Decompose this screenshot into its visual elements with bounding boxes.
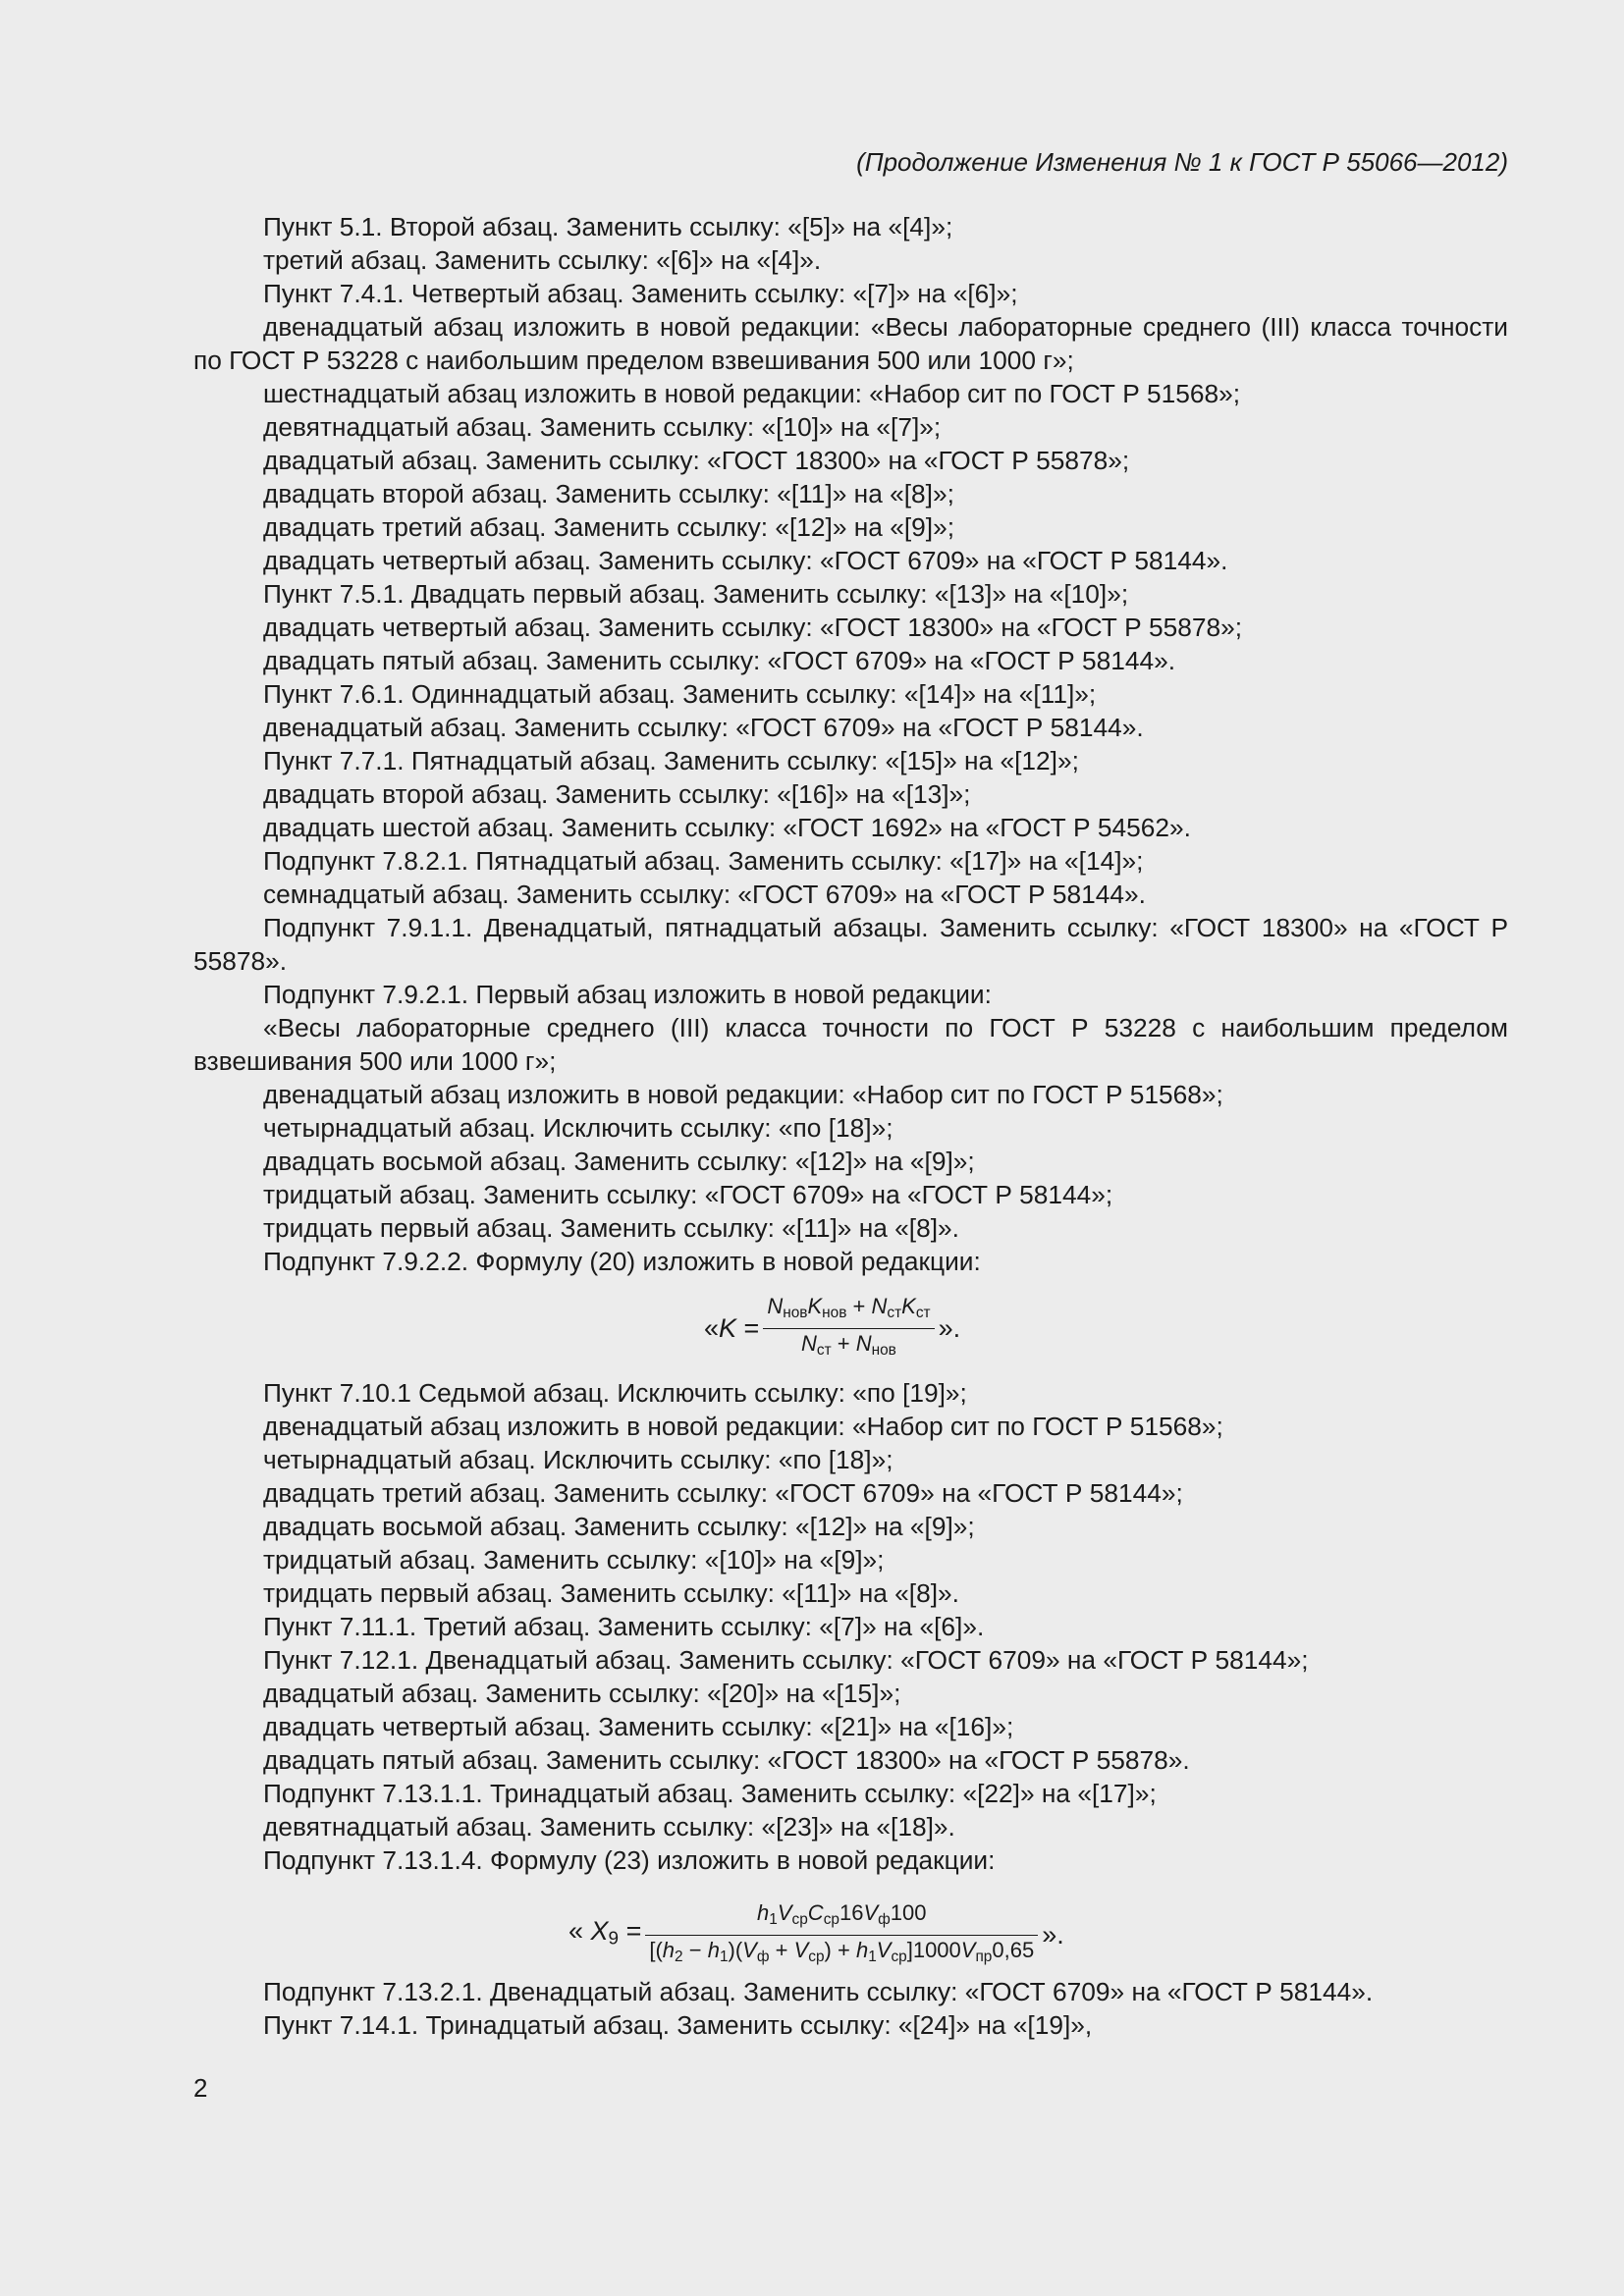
paragraph: Пункт 7.5.1. Двадцать первый абзац. Заменить ссылку: «[13]» на «[10]»;: [263, 579, 1129, 609]
paragraph: двадцать четвертый абзац. Заменить ссылку: «ГОСТ 6709» на «ГОСТ Р 58144».: [263, 546, 1228, 575]
paragraph: двадцать третий абзац. Заменить ссылку: «[12]» на «[9]»;: [263, 512, 955, 542]
formula-20-fraction: $\frac{N_{нов}K_{нов} + N_{ст}K_{ст}}{N_{ст} + N_{нов}}$: [763, 1292, 934, 1365]
paragraph: Пункт 7.12.1. Двенадцатый абзац. Заменить ссылку: «ГОСТ 6709» на «ГОСТ Р 58144»;: [263, 1645, 1309, 1675]
paragraph: двенадцатый абзац. Заменить ссылку: «ГОСТ 6709» на «ГОСТ Р 58144».: [263, 713, 1144, 742]
paragraph: двадцать восьмой абзац. Заменить ссылку: «[12]» на «[9]»;: [263, 1147, 975, 1176]
paragraph: Подпункт 7.13.2.1. Двенадцатый абзац. Заменить ссылку: «ГОСТ 6709» на «ГОСТ Р 58144».: [263, 1977, 1374, 2006]
formula-23-fraction: $\frac{h_1V_{ср}C_{ср}16V_ф100}{[(h_2 - h_1)(V_ф + V_{ср}) + h_1V_{ср}]1000V_{пр}0,65}$: [645, 1898, 1038, 1972]
paragraph: семнадцатый абзац. Заменить ссылку: «ГОСТ 6709» на «ГОСТ Р 58144».: [263, 880, 1146, 909]
paragraph: тридцатый абзац. Заменить ссылку: «ГОСТ 6709» на «ГОСТ Р 58144»;: [263, 1180, 1113, 1209]
paragraph: Пункт 7.4.1. Четвертый абзац. Заменить ссылку: «[7]» на «[6]»;: [263, 279, 1018, 308]
paragraph-group-middle: [193, 1376, 1508, 1877]
paragraph: тридцать первый абзац. Заменить ссылку: «[11]» на «[8]».: [263, 1213, 959, 1243]
paragraph: тридцать первый абзац. Заменить ссылку: «[11]» на «[8]».: [263, 1578, 959, 1608]
paragraph: двадцатый абзац. Заменить ссылку: «[20]» на «[15]»;: [263, 1679, 901, 1708]
paragraph: двенадцатый абзац изложить в новой редакции: «Набор сит по ГОСТ Р 51568»;: [263, 1080, 1223, 1109]
paragraph: двадцатый абзац. Заменить ссылку: «ГОСТ 18300» на «ГОСТ Р 55878»;: [263, 446, 1130, 475]
paragraph: Пункт 7.6.1. Одиннадцатый абзац. Заменить ссылку: «[14]» на «[11]»;: [263, 679, 1097, 709]
paragraph: «Весы лабораторные среднего (III) класса точности по ГОСТ Р 53228 с наибольшим пределом взвешивания 500 или 1000 г»;: [193, 1013, 1508, 1076]
paragraph: двадцать пятый абзац. Заменить ссылку: «ГОСТ 6709» на «ГОСТ Р 58144».: [263, 646, 1176, 675]
page-number: 2: [193, 2073, 208, 2103]
paragraph-group-bottom: [193, 1975, 1508, 2042]
paragraph: Подпункт 7.13.1.1. Тринадцатый абзац. Заменить ссылку: «[22]» на «[17]»;: [263, 1779, 1157, 1808]
paragraph: двадцать второй абзац. Заменить ссылку: «[11]» на «[8]»;: [263, 479, 954, 508]
paragraph: двенадцатый абзац изложить в новой редакции: «Весы лабораторные среднего (III) класса точности по ГОСТ Р 53228 с наибольшим пределом взвешивания 500 или 1000 г»;: [193, 312, 1508, 375]
paragraph: Пункт 5.1. Второй абзац. Заменить ссылку: «[5]» на «[4]»;: [263, 212, 953, 241]
paragraph: Подпункт 7.8.2.1. Пятнадцатый абзац. Заменить ссылку: «[17]» на «[14]»;: [263, 846, 1144, 876]
paragraph: двадцать пятый абзац. Заменить ссылку: «ГОСТ 18300» на «ГОСТ Р 55878».: [263, 1745, 1190, 1775]
paragraph: четырнадцатый абзац. Исключить ссылку: «по [18]»;: [263, 1113, 893, 1143]
page-header: (Продолжение Изменения № 1 к ГОСТ Р 55066—2012): [856, 147, 1508, 177]
paragraph: Пункт 7.7.1. Пятнадцатый абзац. Заменить ссылку: «[15]» на «[12]»;: [263, 746, 1079, 775]
paragraph: девятнадцатый абзац. Заменить ссылку: «[23]» на «[18]».: [263, 1812, 955, 1842]
formula-23: [193, 1877, 1508, 1975]
document-body: [193, 210, 1508, 2042]
paragraph-group-top: [193, 210, 1508, 1278]
paragraph: четырнадцатый абзац. Исключить ссылку: «по [18]»;: [263, 1445, 893, 1474]
paragraph: Подпункт 7.9.2.2. Формулу (20) изложить в новой редакции:: [263, 1247, 981, 1276]
paragraph: Пункт 7.10.1 Седьмой абзац. Исключить ссылку: «по [19]»;: [263, 1378, 967, 1408]
paragraph: двенадцатый абзац изложить в новой редакции: «Набор сит по ГОСТ Р 51568»;: [263, 1412, 1223, 1441]
paragraph: Пункт 7.14.1. Тринадцатый абзац. Заменить ссылку: «[24]» на «[19]»,: [263, 2010, 1093, 2040]
paragraph: двадцать четвертый абзац. Заменить ссылку: «ГОСТ 18300» на «ГОСТ Р 55878»;: [263, 613, 1243, 642]
formula-20: [193, 1278, 1508, 1376]
paragraph: Подпункт 7.9.2.1. Первый абзац изложить в новой редакции:: [263, 980, 992, 1009]
paragraph: девятнадцатый абзац. Заменить ссылку: «[10]» на «[7]»;: [263, 412, 942, 442]
paragraph: третий абзац. Заменить ссылку: «[6]» на «[4]».: [263, 245, 822, 275]
formula-23-expression: « $X_9$ = $\frac{h_1V_{ср}C_{ср}16V_ф100}{[(h_2 - h_1)(V_ф + V_{ср}) + h_1V_{ср}]1000V_{пр}0,65}$ ».: [568, 1898, 1064, 1972]
paragraph: Подпункт 7.9.1.1. Двенадцатый, пятнадцатый абзацы. Заменить ссылку: «ГОСТ 18300» на «ГОСТ Р 55878».: [193, 913, 1508, 976]
paragraph: двадцать четвертый абзац. Заменить ссылку: «[21]» на «[16]»;: [263, 1712, 1014, 1741]
paragraph: шестнадцатый абзац изложить в новой редакции: «Набор сит по ГОСТ Р 51568»;: [263, 379, 1241, 408]
paragraph: тридцатый абзац. Заменить ссылку: «[10]» на «[9]»;: [263, 1545, 885, 1575]
paragraph: двадцать шестой абзац. Заменить ссылку: «ГОСТ 1692» на «ГОСТ Р 54562».: [263, 813, 1191, 842]
paragraph: Пункт 7.11.1. Третий абзац. Заменить ссылку: «[7]» на «[6]».: [263, 1612, 985, 1641]
paragraph: Подпункт 7.13.1.4. Формулу (23) изложить в новой редакции:: [263, 1845, 996, 1875]
paragraph: двадцать восьмой абзац. Заменить ссылку: «[12]» на «[9]»;: [263, 1512, 975, 1541]
paragraph: двадцать второй абзац. Заменить ссылку: «[16]» на «[13]»;: [263, 779, 971, 809]
paragraph: двадцать третий абзац. Заменить ссылку: «ГОСТ 6709» на «ГОСТ Р 58144»;: [263, 1478, 1183, 1508]
formula-20-expression: «K = $\frac{N_{нов}K_{нов} + N_{ст}K_{ст}}{N_{ст} + N_{нов}}$ ».: [704, 1292, 960, 1365]
